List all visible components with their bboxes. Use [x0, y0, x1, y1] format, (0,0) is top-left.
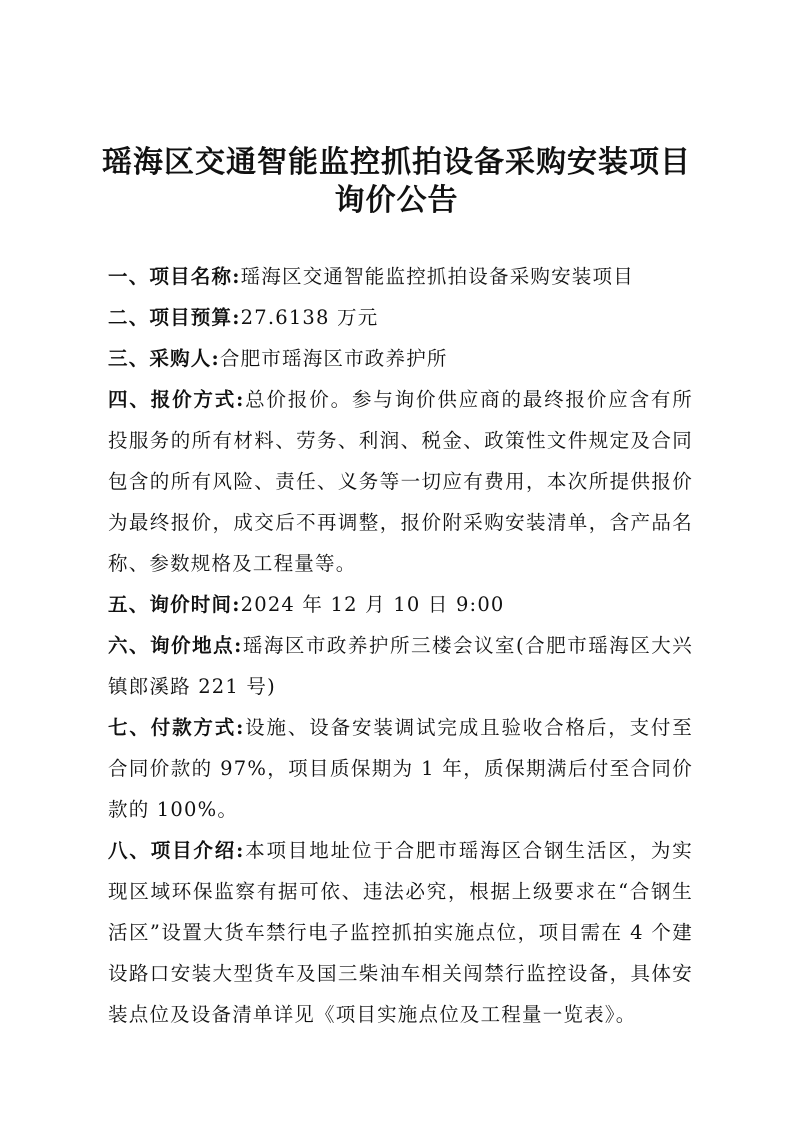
item-text: 瑶海区交通智能监控抓拍设备采购安装项目	[240, 265, 634, 288]
item-label: 一、项目名称:	[108, 265, 241, 288]
item-text: 2024 年 12 月 10 日 9:00	[240, 593, 505, 616]
item-label: 七、付款方式:	[108, 716, 245, 739]
item-text: 瑶海区市政养护所三楼会议室(合肥市瑶海区大兴镇郎溪路 221 号)	[108, 634, 693, 698]
item-project-introduction	[108, 830, 693, 1035]
item-payment-method	[108, 707, 693, 830]
item-text: 设施、设备安装调试完成且验收合格后，支付至合同价款的 97%，项目质保期为 1 年，质保期满后付至合同价款的 100%。	[108, 716, 693, 821]
item-label: 四、报价方式:	[108, 388, 245, 411]
item-text: 总价报价。参与询价供应商的最终报价应含有所投服务的所有材料、劳务、利润、税金、政策性文件规定及合同包含的所有风险、责任、义务等一切应有费用，本次所提供报价为最终报价，成交后不再调整，报价附采购安装清单，含产品名称、参数规格及工程量等。	[108, 388, 693, 575]
item-project-budget	[108, 297, 693, 338]
item-project-name	[108, 256, 693, 297]
item-quotation-method	[108, 379, 693, 584]
document-body	[108, 256, 693, 1035]
item-label: 六、询价地点:	[108, 634, 243, 657]
document-title-line-1: 瑶海区交通智能监控抓拍设备采购安装项目	[102, 145, 691, 180]
item-label: 二、项目预算:	[108, 306, 241, 329]
item-text: 合肥市瑶海区市政养护所	[219, 347, 448, 370]
item-label: 三、采购人:	[108, 347, 220, 370]
item-text: 本项目地址位于合肥市瑶海区合钢生活区，为实现区域环保监察有据可依、违法必究，根据上级要求在“合钢生活区”设置大货车禁行电子监控抓拍实施点位，项目需在 4 个建设路口安装大型货车及国三柴油车相关闯禁行监控设备，具体安装点位及设备清单详见《项目实施点位及工程量一览表》。	[108, 839, 693, 1026]
item-text: 27.6138 万元	[240, 306, 379, 329]
item-inquiry-location	[108, 625, 693, 707]
item-purchaser	[108, 338, 693, 379]
item-label: 八、项目介绍:	[108, 839, 245, 862]
item-label: 五、询价时间:	[108, 593, 241, 616]
document-title-line-2: 询价公告	[334, 183, 459, 218]
item-inquiry-time	[108, 584, 693, 625]
